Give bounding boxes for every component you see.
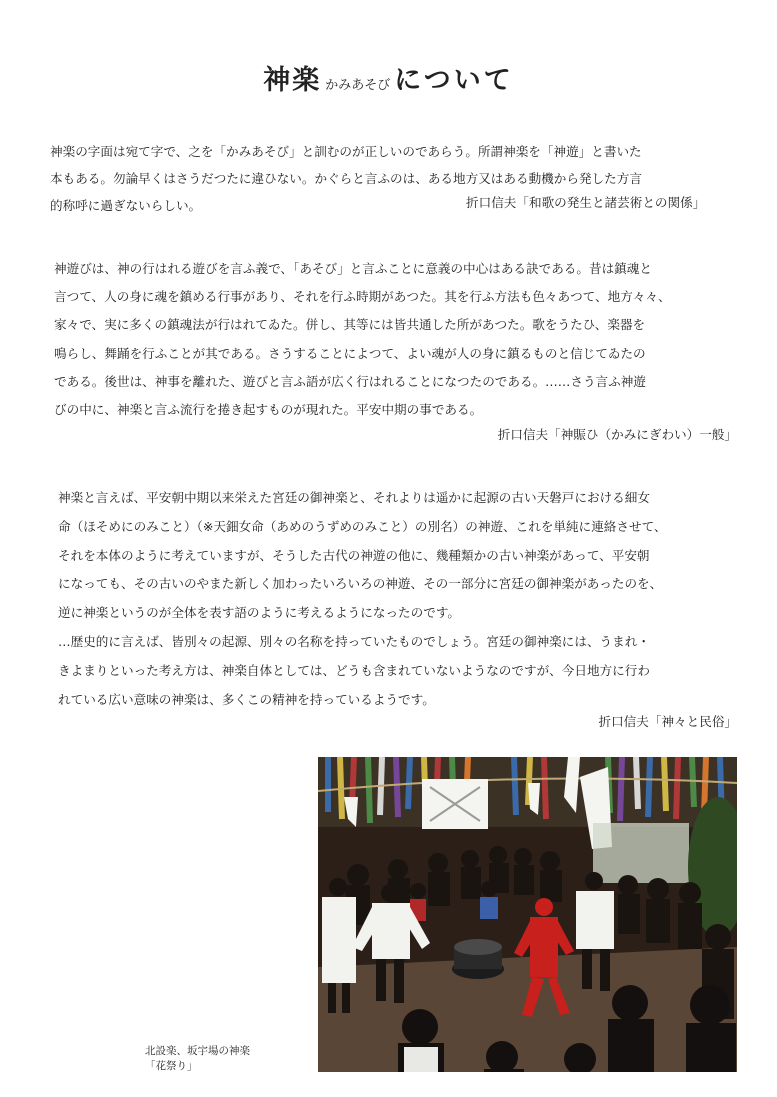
- page-title: [0, 58, 777, 97]
- paragraph-line: 言つて、人の身に魂を鎮める行事があり、それを行ふ時期があつた。其を行ふ方法も色々あつて、地方々々、: [54, 289, 671, 305]
- photo-caption: [145, 1044, 250, 1074]
- paragraph-line: になっても、その古いのやまた新しく加わったいろいろの神遊、その一部分に宮廷の御神楽があったのを、: [58, 576, 663, 592]
- title-tail: について: [394, 65, 514, 96]
- kagura-photo: [318, 757, 737, 1072]
- paragraph-line: 逆に神楽というのが全体を表す語のように考えるようになったのです。: [58, 605, 460, 621]
- paragraph-line: 神遊びは、神の行はれる遊びを言ふ義で、「あそび」と言ふことに意義の中心はある訣である。昔は鎮魂と: [54, 261, 652, 276]
- paragraph-line: 神楽と言えば、平安朝中期以来栄えた宮廷の御神楽と、それよりは遥かに起源の古い天磐戸における細女: [58, 490, 650, 505]
- paragraph-line: 神楽の字面は宛て字で、之を「かみあそび」と訓むのが正しいのであらう。所謂神楽を「神遊」と書いた: [50, 144, 642, 159]
- title-main: 神楽: [263, 65, 322, 96]
- paragraph-line: 家々で、実に多くの鎮魂法が行はれてゐた。併し、其等には皆共通した所があつた。歌をうたひ、楽器を: [54, 317, 646, 333]
- paragraph-3: [58, 484, 667, 714]
- paper-streamers: [318, 757, 737, 827]
- citation-3: 折口信夫「神々と民俗」: [598, 714, 737, 729]
- festival-scene-illustration: [318, 757, 737, 1072]
- title-ruby: かみあそび: [325, 78, 391, 93]
- paragraph-line: 鳴らし、舞踊を行ふことが其である。さうすることによつて、よい魂が人の身に鎮るものと信じてゐたの: [54, 345, 646, 361]
- paragraph-line: である。後世は、神事を離れた、遊びと言ふ語が広く行はれることになつたのである。……さう言ふ神遊: [54, 373, 646, 389]
- paragraph-line: れている広い意味の神楽は、多くこの精神を持っているようです。: [58, 691, 435, 707]
- paragraph-line: 命（ほそめにのみこと）（※天鈿女命（あめのうずめのみこと）の別名）の神遊、これを単純に連絡させて、: [58, 518, 667, 534]
- paragraph-line: びの中に、神楽と言ふ流行を捲き起すものが現れた。平安中期の事である。: [54, 402, 483, 418]
- citation-1: 折口信夫「和歌の発生と諸芸術との関係」: [466, 195, 706, 210]
- paragraph-line: …歴史的に言えば、皆別々の起源、別々の名称を持っていたものでしょう。宮廷の御神楽には、うまれ・: [58, 633, 650, 649]
- paragraph-line: きよまりといった考え方は、神楽自体としては、どうも含まれていないようなのですが、今日地方に行わ: [58, 662, 650, 678]
- paragraph-line: 本もある。勿論早くはさうだつたに違ひない。かぐらと言ふのは、ある地方又はある動機から発した方言: [50, 171, 642, 186]
- paragraph-2: [54, 255, 671, 424]
- caption-line: 北設楽、坂宇場の神楽: [145, 1045, 250, 1057]
- paragraph-line: それを本体のように考えていますが、そうした古代の神遊の他に、幾種類かの古い神楽があって、平安朝: [58, 547, 650, 563]
- caption-line: 「花祭り」: [145, 1060, 198, 1072]
- citation-2: 折口信夫「神賑ひ（かみにぎわい）一般」: [497, 427, 737, 442]
- paragraph-line: 的称呼に過ぎないらしい。: [50, 198, 202, 213]
